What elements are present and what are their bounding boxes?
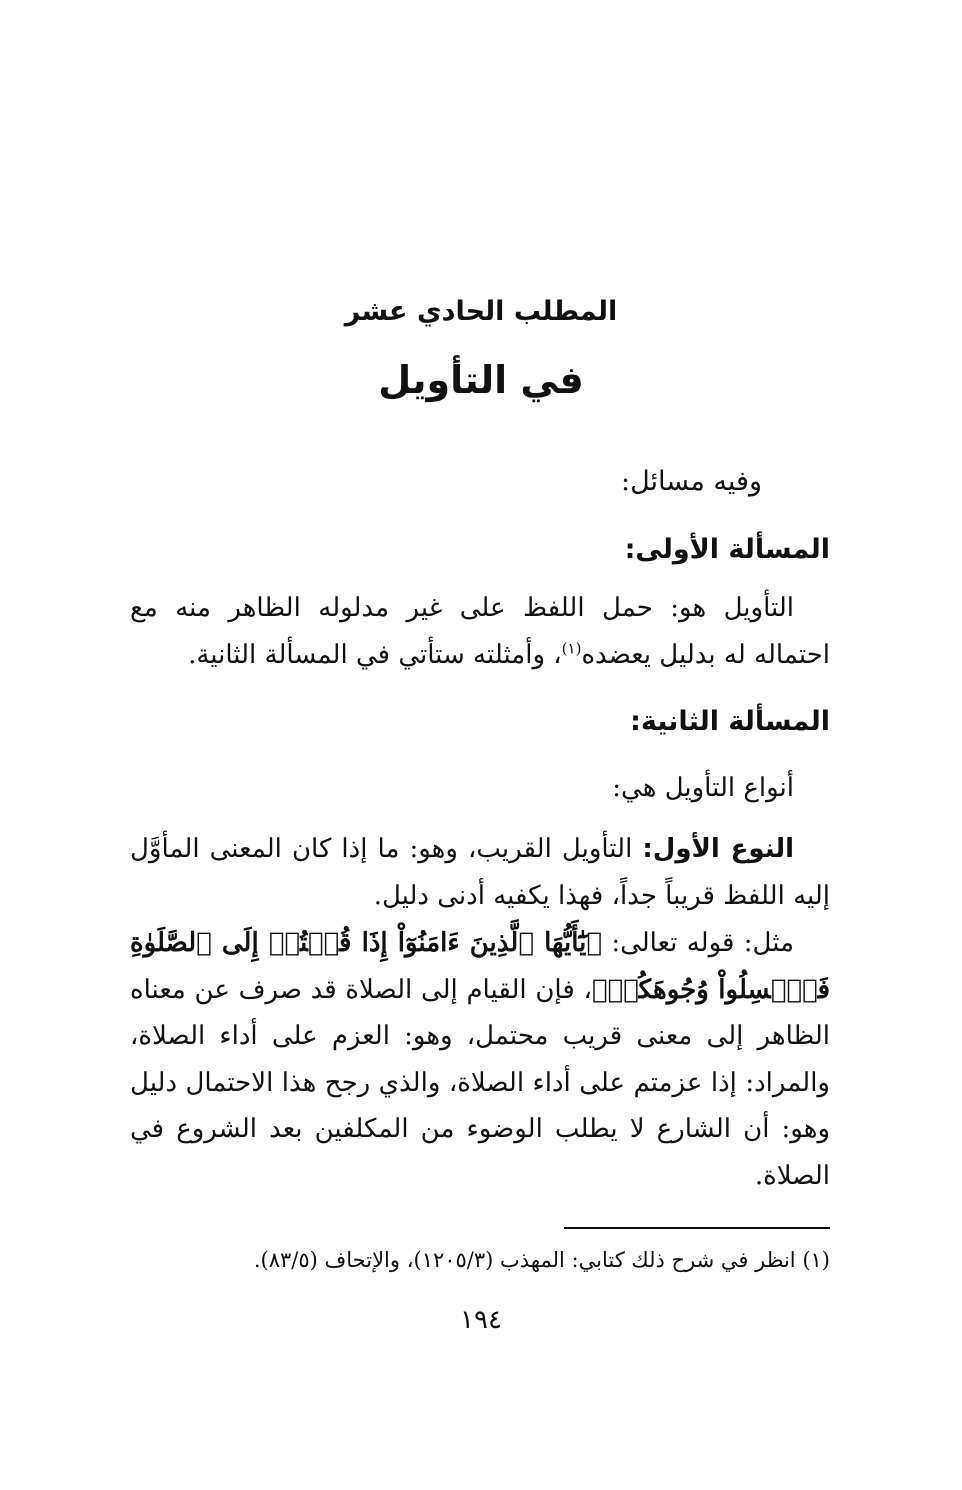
example-paragraph [130, 920, 830, 1199]
section-one-heading: المسألة الأولى: [624, 534, 830, 565]
intro-line: وفيه مسائل: [621, 466, 762, 497]
footnote-divider [564, 1227, 830, 1229]
example-text: ، فإن القيام إلى الصلاة قد صرف عن معناه الظاهر إلى معنى قريب محتمل، وهو: العزم على أداء الصلاة، والمراد: إذا عزمتم على أداء الصلاة، والذي رجح هذا الاحتمال دليل وهو: أن الشارع لا يطلب الوضوء من المكلفين بعد الشروع في الصلاة. [130, 974, 830, 1191]
type-one-paragraph [130, 826, 830, 919]
type-one-text: التأويل القريب، وهو: ما إذا كان المعنى المأوَّل إليه اللفظ قريباً جداً، فهذا يكفيه أدنى دليل. [130, 834, 830, 911]
footnote: (١) انظر في شرح ذلك كتابي: المهذب (١٢٠٥/٣)، والإتحاف (٨٣/٥). [253, 1248, 830, 1272]
type-one-label: النوع الأول: [642, 834, 795, 864]
section-one-paragraph [130, 585, 830, 678]
section-two-heading: المسألة الثانية: [630, 706, 830, 737]
definition-text-continued: ، وأمثلته ستأتي في المسألة الثانية. [188, 639, 562, 670]
footnote-marker: (١) [561, 638, 582, 657]
types-intro [612, 765, 830, 812]
definition-text: التأويل هو: حمل اللفظ على غير مدلوله الظاهر منه مع احتماله له بدليل يعضده [130, 593, 830, 670]
types-intro-text: أنواع التأويل هي: [612, 773, 794, 803]
example-lead: مثل: قوله تعالى: [601, 928, 794, 958]
chapter-title: في التأويل [378, 358, 584, 402]
chapter-subtitle: المطلب الحادي عشر [344, 296, 618, 327]
quran-verse: ﴿يَٰٓأَيُّهَا ٱلَّذِينَ ءَامَنُوٓاْ إِذَا قُمۡتُمۡ إِلَى ٱلصَّلَوٰةِ فَٱغۡسِلُواْ وُجُوهَكُمۡ﴾ [130, 928, 830, 1005]
page-number: ١٩٤ [460, 1305, 502, 1335]
